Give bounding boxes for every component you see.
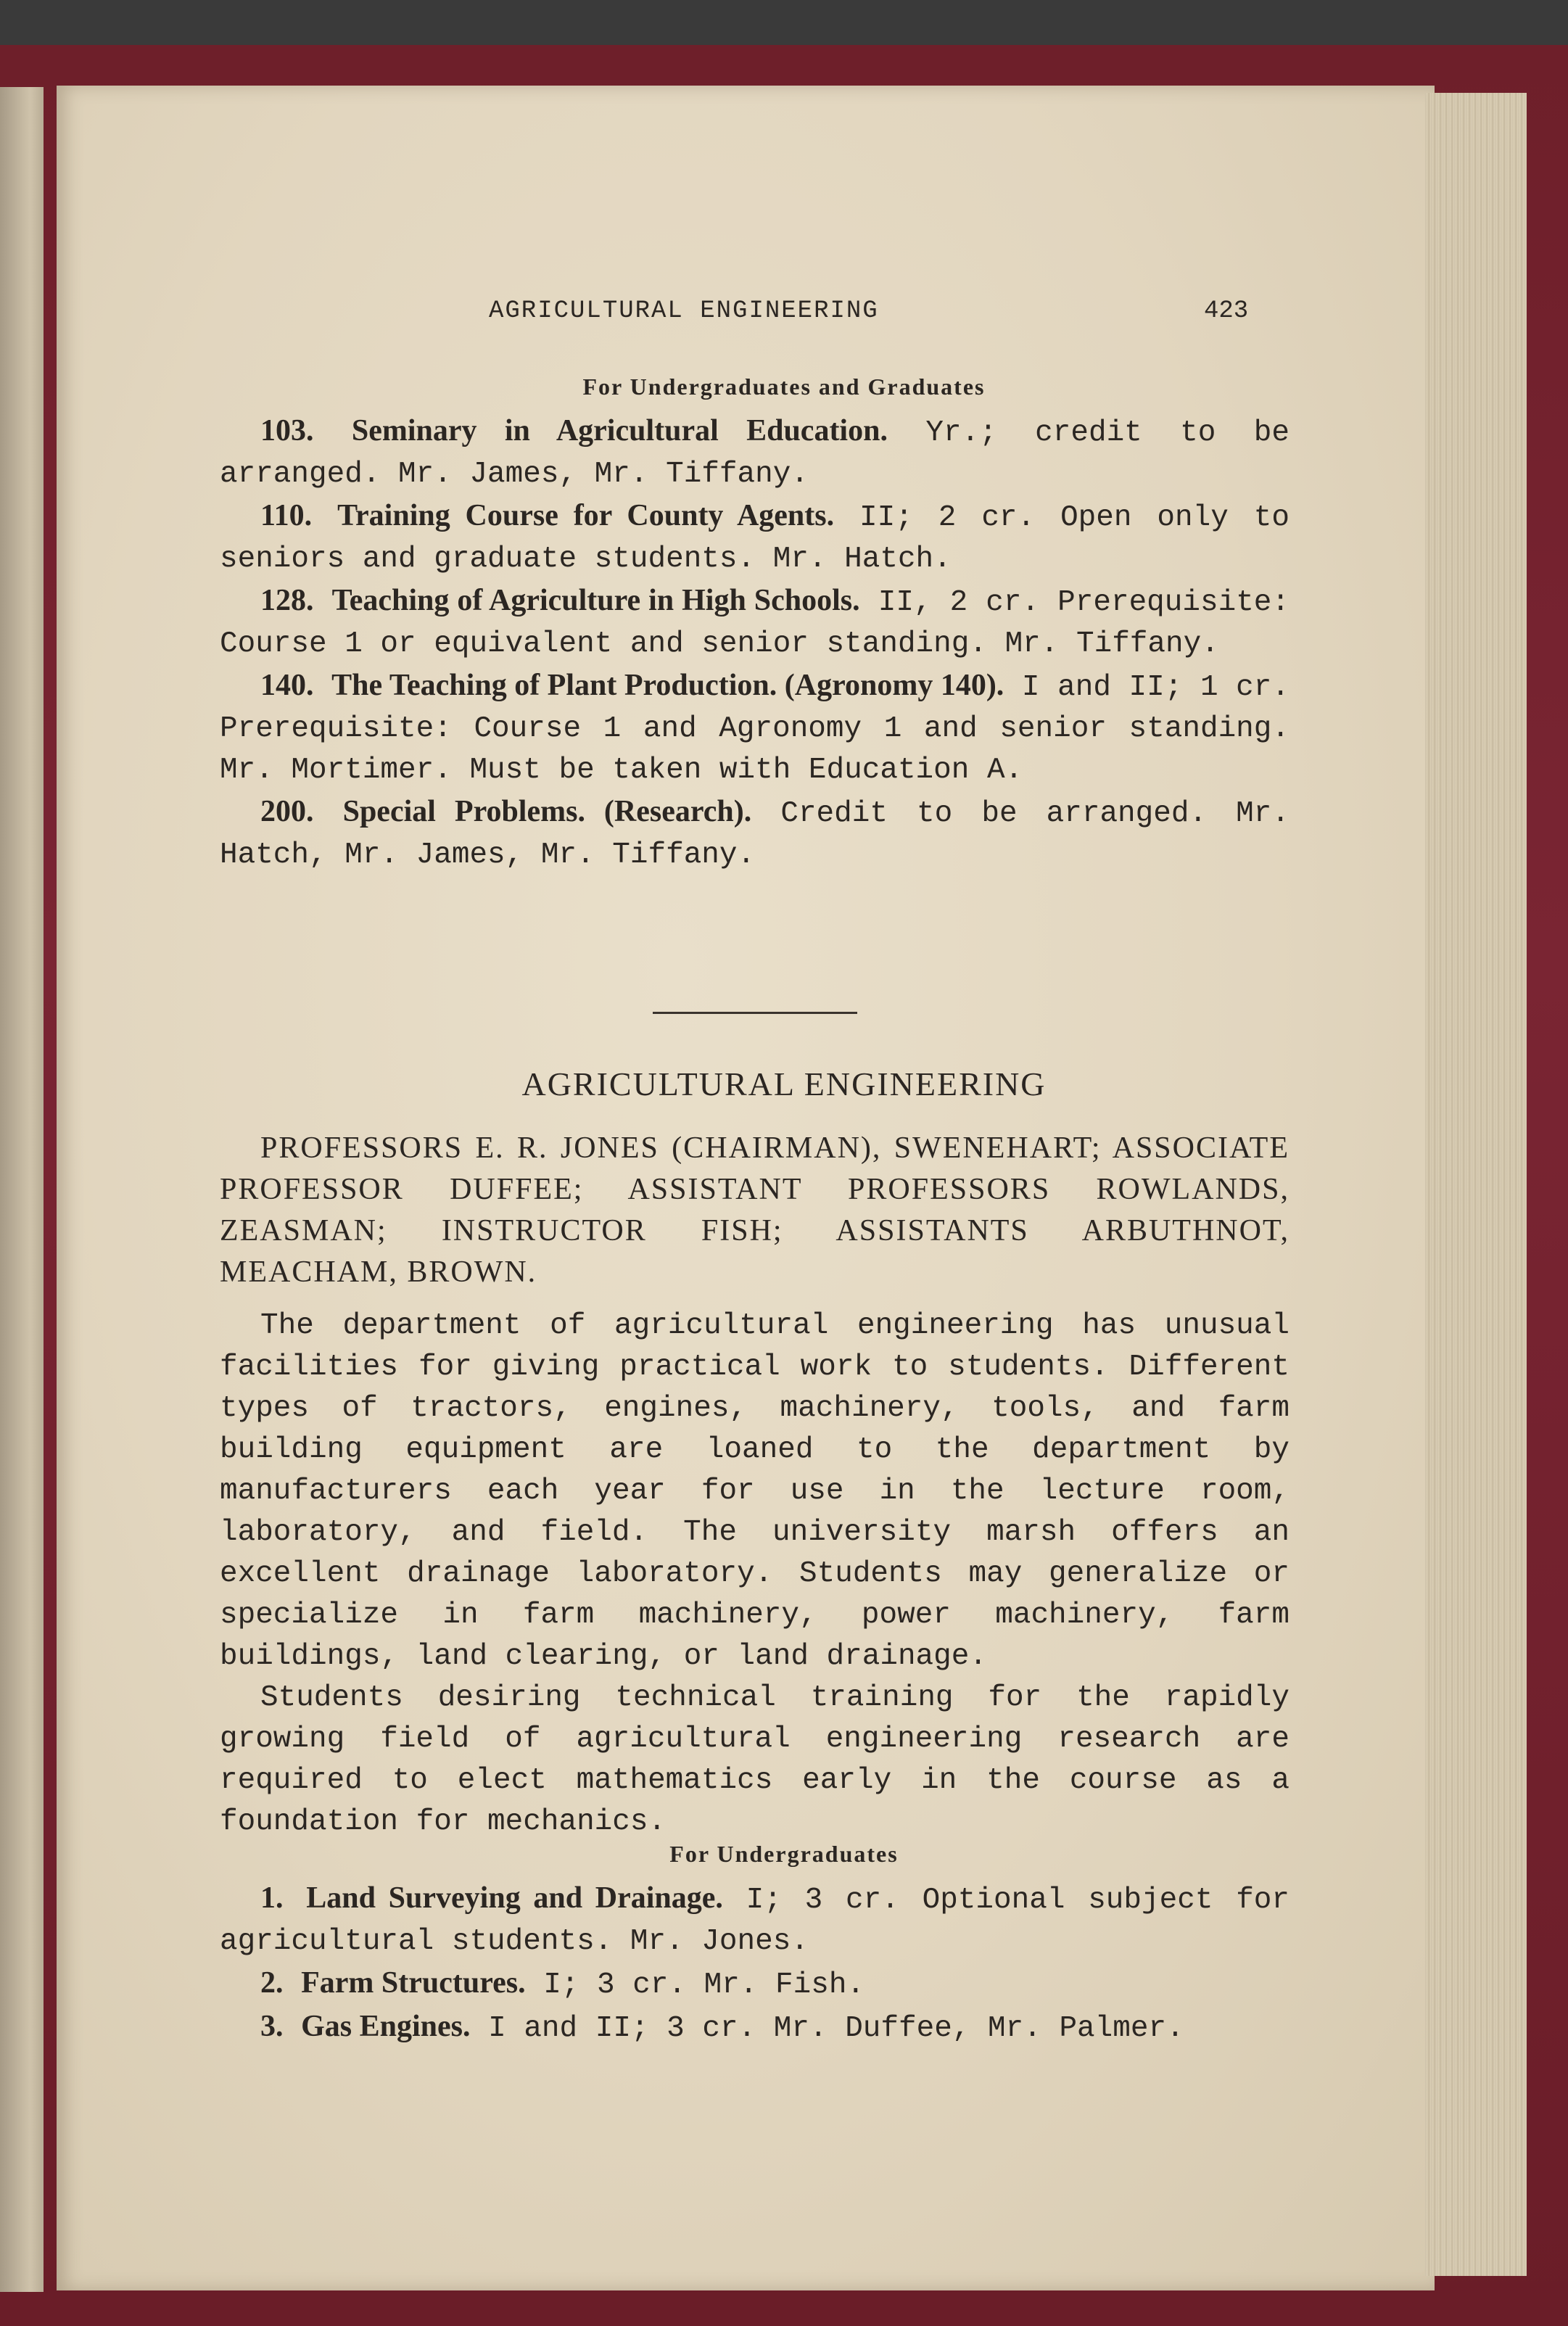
- course-details: Yr.; credit to be arranged. Mr. James, Mr. Tiffany.: [220, 416, 1290, 491]
- course-title: The Teaching of Plant Production. (Agronomy 140).: [331, 669, 1004, 702]
- course-number: 110.: [260, 499, 313, 532]
- section-heading-undergraduates: For Undergraduates: [669, 1841, 899, 1867]
- faculty-list: PROFESSORS E. R. JONES (CHAIRMAN), SWENEHART; ASSOCIATE PROFESSOR DUFFEE; ASSISTANT PROFESSORS ROWLANDS, ZEASMAN; INSTRUCTOR FISH; ASSISTANTS ARBUTHNOT, MEACHAM, BROWN.: [220, 1131, 1290, 1289]
- course-entry: [220, 1878, 1290, 1963]
- course-details: Credit to be arranged. Mr. Hatch, Mr. James, Mr. Tiffany.: [220, 797, 1290, 872]
- course-details: I; 3 cr. Optional subject for agricultural students. Mr. Jones.: [220, 1884, 1290, 1958]
- course-details: I; 3 cr. Mr. Fish.: [543, 1968, 865, 2002]
- course-details: I and II; 1 cr. Prerequisite: Course 1 and Agronomy 1 and senior standing. Mr. Mortimer. Must be taken with Education A.: [220, 671, 1290, 787]
- course-number: 103.: [260, 414, 314, 448]
- course-entry: [220, 1963, 1290, 2006]
- course-title: Gas Engines.: [301, 2010, 471, 2043]
- course-number: 128.: [260, 584, 314, 617]
- page-number: 423: [1204, 297, 1249, 325]
- course-details: II; 2 cr. Open only to seniors and graduate students. Mr. Hatch.: [220, 501, 1290, 576]
- course-number: 3.: [260, 2010, 284, 2043]
- course-details: I and II; 3 cr. Mr. Duffee, Mr. Palmer.: [488, 2012, 1184, 2045]
- course-number: 140.: [260, 669, 314, 702]
- course-details: II, 2 cr. Prerequisite: Course 1 or equivalent and senior standing. Mr. Tiffany.: [220, 586, 1290, 661]
- graduate-course-list: [220, 411, 1290, 876]
- course-title: Farm Structures.: [301, 1966, 526, 2000]
- undergraduate-course-list: [220, 1878, 1290, 2050]
- course-entry: [220, 2006, 1290, 2050]
- course-title: Teaching of Agriculture in High Schools.: [331, 584, 860, 617]
- section-divider: [653, 1012, 857, 1014]
- course-number: 1.: [260, 1881, 284, 1915]
- course-number: 200.: [260, 795, 314, 828]
- description-paragraph: The department of agricultural engineering has unusual facilities for giving practical work to students. Different types of tractors, engines, machinery, tools, and farm building equipment are loaned to the department by manufacturers each year for use in the lecture room, laboratory, and field. The university marsh offers an excellent drainage laboratory. Students may generalize or specialize in farm machinery, power machinery, farm buildings, land clearing, or land drainage.: [220, 1309, 1290, 1673]
- course-entry: [220, 791, 1290, 876]
- course-entry: [220, 665, 1290, 791]
- running-title: AGRICULTURAL ENGINEERING: [489, 297, 879, 325]
- course-title: Seminary in Agricultural Education.: [351, 414, 888, 448]
- course-entry: [220, 495, 1290, 580]
- course-title: Training Course for County Agents.: [337, 499, 835, 532]
- course-entry: [220, 411, 1290, 495]
- course-number: 2.: [260, 1966, 284, 2000]
- description-paragraph: Students desiring technical training for the rapidly growing field of agricultural engineering research are required to elect mathematics early in the course as a foundation for mechanics.: [220, 1681, 1290, 1839]
- course-entry: [220, 580, 1290, 665]
- section-heading-graduates: For Undergraduates and Graduates: [582, 374, 986, 400]
- course-title: Special Problems. (Research).: [342, 795, 752, 828]
- department-title: AGRICULTURAL ENGINEERING: [521, 1065, 1047, 1102]
- course-title: Land Surveying and Drainage.: [306, 1881, 723, 1915]
- department-description: [220, 1306, 1290, 1843]
